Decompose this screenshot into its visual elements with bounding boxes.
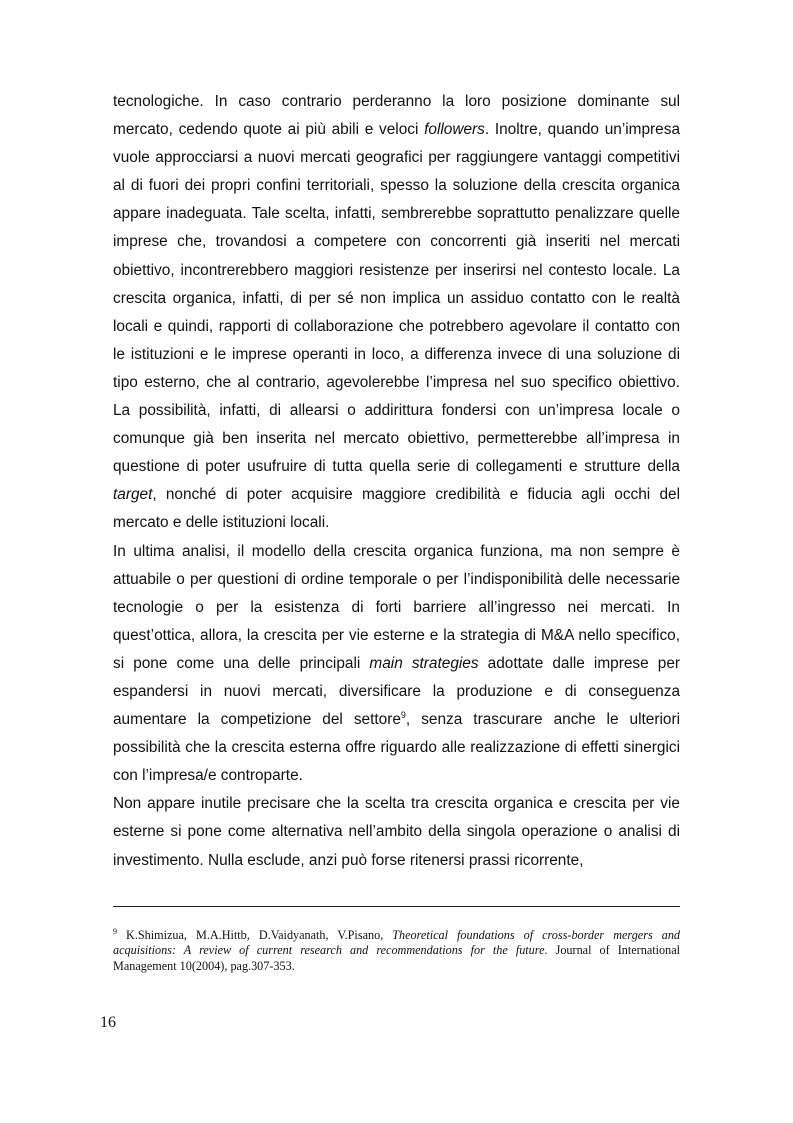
italic-term-main-strategies: main strategies: [369, 654, 479, 672]
paragraph-2: [113, 538, 680, 791]
footnote: [113, 928, 680, 974]
page-number: 16: [100, 1014, 116, 1031]
text-run: , senza trascurare anche le ulteriori possibilità che la crescita esterna offre riguardo alle realizzazione di effetti sinergici con l’impresa/e controparte.: [113, 711, 681, 785]
text-run: adottate dalle imprese per espandersi in nuovi mercati, diversificare la produzione e di conseguenza aumentare la competizione del settore: [113, 654, 680, 729]
text-run: tecnologiche. In caso contrario perderanno la loro posizione dominante sul mercato, cedendo quote ai più abili e veloci: [113, 93, 680, 139]
body-text: [113, 88, 680, 875]
text-run: , nonché di poter acquisire maggiore credibilità e fiducia agli occhi del mercato e delle istituzioni locali.: [113, 486, 680, 532]
footnote-separator: [113, 906, 680, 907]
footnote-journal: . Journal of International Management 10(2004), pag.307-353.: [113, 943, 680, 973]
italic-term-target: target: [113, 486, 153, 504]
italic-term-followers: followers: [424, 121, 485, 139]
footnote-reference[interactable]: 9: [400, 709, 406, 720]
text-run: . Inoltre, quando un’impresa vuole approcciarsi a nuovi mercati geografici per raggiungere vantaggi competitivi al di fuori dei propri confini territoriali, spesso la soluzione della crescita organica appare inadeguata. Tale scelta, infatti, sembrerebbe soprattutto penalizzare quelle imprese che, trovandosi a competere con concorrenti già inseriti nel mercati obiettivo, incontrerebbero maggiori resistenze per inserirsi nel contesto locale. La crescita organica, infatti, di per sé non implica un assiduo contatto con le realtà locali e quindi, rapporti di collaborazione che potrebbero agevolare il contatto con le istituzioni e le imprese operanti in loco, a differenza invece di una soluzione di tipo esterno, che al contrario, agevolerebbe l’impresa nel suo specifico obiettivo. La possibilità, infatti, di allearsi o addirittura fondersi con un’impresa locale o comunque già ben inserita nel mercato obiettivo, permetterebbe all’impresa in questione di poter usufruire di tutta quella serie di collegamenti e strutture della: [113, 121, 681, 476]
paragraph-3: [113, 790, 680, 874]
paragraph-1: [113, 88, 680, 538]
text-run: Non appare inutile precisare che la scelta tra crescita organica e crescita per vie esterne si pone come alternativa nell’ambito della singola operazione o analisi di investimento. Nulla esclude, anzi può forse ritenersi prassi ricorrente,: [113, 795, 680, 869]
footnote-authors: K.Shimizua, M.A.Hittb, D.Vaidyanath, V.Pisano,: [117, 928, 393, 942]
footnote-marker: 9: [113, 926, 117, 936]
footnote-article-title: Theoretical foundations of cross-border mergers and acquisitions: A review of current research and recommendations for the future: [113, 928, 681, 958]
text-run: In ultima analisi, il modello della crescita organica funziona, ma non sempre è attuabile o per questioni di ordine temporale o per l’indisponibilità delle necessarie tecnologie o per la esistenza di forti barriere all’ingresso nei mercati. In quest’ottica, allora, la crescita per vie esterne e la strategia di M&A nello specifico, si pone come una delle principali: [113, 542, 680, 672]
